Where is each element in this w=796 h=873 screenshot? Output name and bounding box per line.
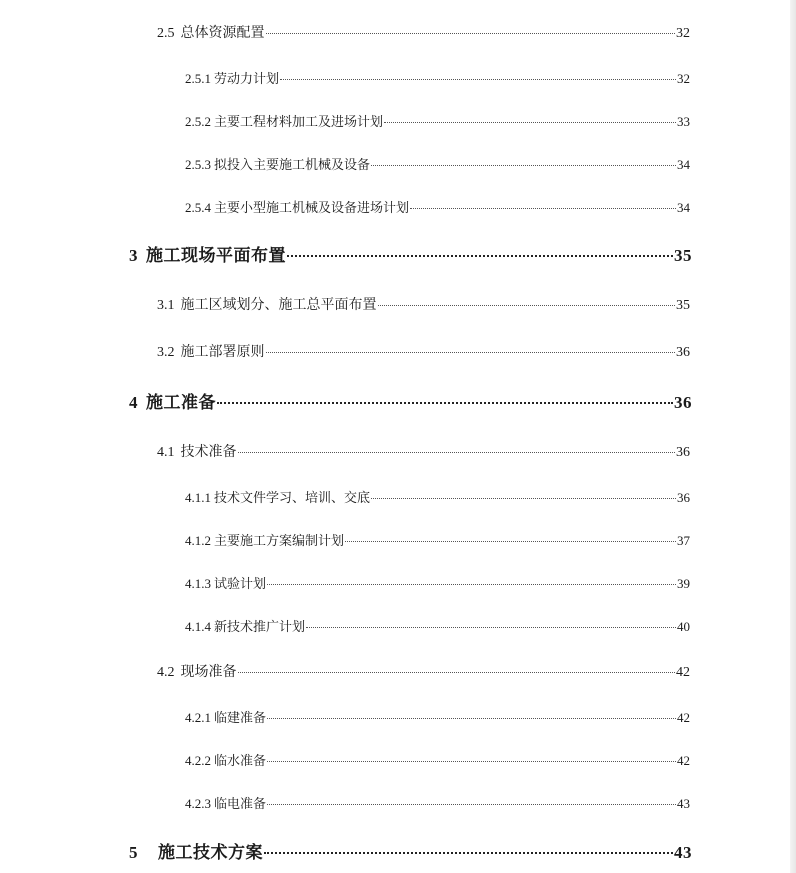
toc-title: 技术准备 bbox=[180, 445, 237, 460]
toc-entry-2-5-2[interactable] bbox=[185, 111, 690, 130]
toc-chapter-3[interactable] bbox=[129, 241, 692, 266]
toc-number: 4.2.1 bbox=[185, 710, 211, 725]
toc-leader bbox=[238, 672, 676, 673]
toc-leader bbox=[238, 452, 676, 453]
toc-page-number: 37 bbox=[677, 533, 690, 548]
toc-entry-4-1-1[interactable] bbox=[185, 487, 690, 506]
toc-leader bbox=[371, 165, 676, 166]
toc-number: 2.5.3 bbox=[185, 157, 211, 172]
toc-leader bbox=[306, 627, 676, 628]
toc-title: 主要小型施工机械及设备进场计划 bbox=[214, 200, 410, 215]
toc-leader bbox=[345, 541, 676, 542]
toc-title: 临电准备 bbox=[214, 796, 267, 811]
toc-title: 拟投入主要施工机械及设备 bbox=[214, 157, 371, 172]
toc-entry-2-5-1[interactable] bbox=[185, 68, 690, 87]
toc-number: 4.2.2 bbox=[185, 753, 211, 768]
toc-number: 4 bbox=[129, 393, 138, 412]
toc-title: 新技术推广计划 bbox=[214, 619, 306, 634]
toc-page-number: 42 bbox=[677, 753, 690, 768]
toc-number: 4.2.3 bbox=[185, 796, 211, 811]
toc-number: 5 bbox=[129, 843, 138, 862]
toc-leader bbox=[371, 498, 676, 499]
toc-entry-3-1[interactable] bbox=[157, 294, 690, 314]
toc-page-number: 32 bbox=[676, 26, 690, 41]
toc-number: 4.1.3 bbox=[185, 576, 211, 591]
toc-title: 施工区域划分、施工总平面布置 bbox=[180, 298, 377, 313]
toc-entry-4-2-1[interactable] bbox=[185, 707, 690, 726]
toc-title: 主要工程材料加工及进场计划 bbox=[214, 114, 384, 129]
toc-chapter-4[interactable] bbox=[129, 388, 692, 413]
toc-number: 2.5.2 bbox=[185, 114, 211, 129]
toc-number: 3 bbox=[129, 246, 138, 265]
toc-leader bbox=[264, 852, 673, 854]
toc-leader bbox=[266, 352, 676, 353]
toc-title: 试验计划 bbox=[214, 576, 267, 591]
toc-number: 4.1.4 bbox=[185, 619, 211, 634]
toc-leader bbox=[378, 305, 676, 306]
toc-title: 现场准备 bbox=[180, 665, 237, 680]
toc-entry-4-2[interactable] bbox=[157, 661, 690, 681]
toc-number: 3.1 bbox=[157, 298, 175, 313]
toc-title: 临建准备 bbox=[214, 710, 267, 725]
toc-entry-4-1-2[interactable] bbox=[185, 530, 690, 549]
toc-number: 2.5 bbox=[157, 26, 175, 41]
toc-leader bbox=[267, 761, 676, 762]
toc-page-number: 34 bbox=[677, 157, 690, 172]
toc-number: 4.1 bbox=[157, 445, 175, 460]
toc-leader bbox=[280, 79, 676, 80]
toc-number: 2.5.4 bbox=[185, 200, 211, 215]
toc-page-number: 36 bbox=[674, 393, 692, 412]
toc-page-number: 35 bbox=[676, 298, 690, 313]
toc-entry-2-5-4[interactable] bbox=[185, 197, 690, 216]
toc-title: 总体资源配置 bbox=[180, 26, 265, 41]
toc-entry-2-5-3[interactable] bbox=[185, 154, 690, 173]
toc-leader bbox=[410, 208, 676, 209]
toc-title: 施工现场平面布置 bbox=[146, 246, 286, 265]
toc-leader bbox=[267, 584, 676, 585]
toc-leader bbox=[287, 255, 673, 257]
toc-page-number: 36 bbox=[676, 445, 690, 460]
toc-page-number: 35 bbox=[674, 246, 692, 265]
toc-page-number: 42 bbox=[677, 710, 690, 725]
toc-page-number: 43 bbox=[674, 843, 692, 862]
toc-page-number: 42 bbox=[676, 665, 690, 680]
toc-entry-4-1-4[interactable] bbox=[185, 616, 690, 635]
toc-page-number: 34 bbox=[677, 200, 690, 215]
toc-title: 劳动力计划 bbox=[214, 71, 280, 86]
toc-title: 临水准备 bbox=[214, 753, 267, 768]
toc-entry-3-2[interactable] bbox=[157, 341, 690, 361]
toc-entry-4-2-3[interactable] bbox=[185, 793, 690, 812]
toc-page-number: 33 bbox=[677, 114, 690, 129]
toc-page-number: 40 bbox=[677, 619, 690, 634]
toc-number: 4.1.2 bbox=[185, 533, 211, 548]
toc-number: 4.1.1 bbox=[185, 490, 211, 505]
toc-page-number: 39 bbox=[677, 576, 690, 591]
toc-leader bbox=[267, 718, 676, 719]
toc-page-number: 36 bbox=[677, 490, 690, 505]
toc-entry-2-5[interactable] bbox=[157, 22, 690, 42]
toc-title: 施工准备 bbox=[146, 393, 216, 412]
toc-title: 技术文件学习、培训、交底 bbox=[214, 490, 371, 505]
toc-entry-4-1[interactable] bbox=[157, 441, 690, 461]
toc-chapter-5[interactable] bbox=[129, 838, 692, 863]
toc-leader bbox=[217, 402, 673, 404]
toc-title: 施工部署原则 bbox=[180, 345, 265, 360]
toc-number: 2.5.1 bbox=[185, 71, 211, 86]
page-edge-shadow bbox=[790, 0, 796, 873]
toc-page-number: 32 bbox=[677, 71, 690, 86]
toc-page-number: 36 bbox=[676, 345, 690, 360]
toc-title: 施工技术方案 bbox=[158, 843, 263, 862]
toc-leader bbox=[384, 122, 676, 123]
toc-entry-4-1-3[interactable] bbox=[185, 573, 690, 592]
toc-leader bbox=[266, 33, 676, 34]
toc-number: 3.2 bbox=[157, 345, 175, 360]
toc-title: 主要施工方案编制计划 bbox=[214, 533, 345, 548]
toc-leader bbox=[267, 804, 676, 805]
toc-entry-4-2-2[interactable] bbox=[185, 750, 690, 769]
toc-number: 4.2 bbox=[157, 665, 175, 680]
toc-page-number: 43 bbox=[677, 796, 690, 811]
